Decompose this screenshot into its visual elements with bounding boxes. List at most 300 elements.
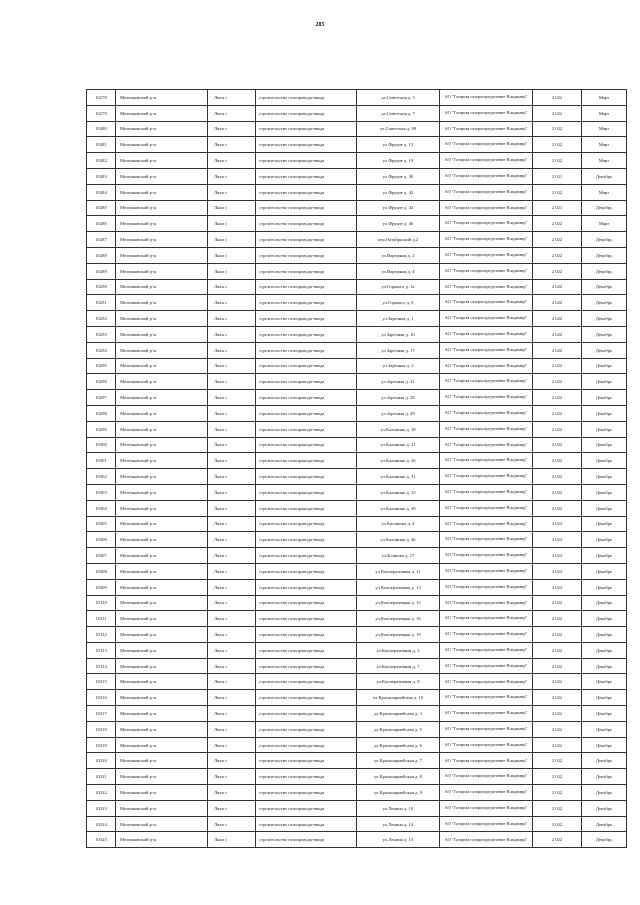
- row-number: 10296: [87, 374, 116, 390]
- table-row: [87, 658, 627, 674]
- address-cell: ул.Фрунзе д. 30: [357, 168, 440, 184]
- locality-cell: Ляхи с: [208, 421, 256, 437]
- district-cell: Меленковский р-н: [116, 295, 208, 311]
- locality-cell: Ляхи с: [208, 453, 256, 469]
- locality-cell: Ляхи с: [208, 642, 256, 658]
- district-cell: Меленковский р-н: [116, 200, 208, 216]
- locality-cell: Ляхи с: [208, 358, 256, 374]
- table-row: [87, 579, 627, 595]
- gas-connection-schedule-table: [86, 89, 627, 848]
- year-cell: 2 022: [533, 785, 582, 801]
- address-cell: ул.Красноармейская д. 8: [357, 769, 440, 785]
- table-row: [87, 453, 627, 469]
- address-cell: ул.Фрунзе д. 46: [357, 216, 440, 232]
- year-cell: 2 022: [533, 674, 582, 690]
- locality-cell: Ляхи с: [208, 690, 256, 706]
- row-number: 10307: [87, 548, 116, 564]
- work-type-cell: строительство газопровода-ввода: [256, 642, 357, 658]
- row-number: 10325: [87, 832, 116, 848]
- organization-cell: АО "Газпром газораспределение Владимир": [440, 279, 533, 295]
- district-cell: Меленковский р-н: [116, 706, 208, 722]
- month-cell: Декабрь: [582, 374, 627, 390]
- district-cell: Меленковский р-н: [116, 690, 208, 706]
- work-type-cell: строительство газопровода-ввода: [256, 216, 357, 232]
- month-cell: Декабрь: [582, 469, 627, 485]
- month-cell: Декабрь: [582, 627, 627, 643]
- organization-cell: АО "Газпром газораспределение Владимир": [440, 374, 533, 390]
- table-row: [87, 358, 627, 374]
- locality-cell: Ляхи с: [208, 548, 256, 564]
- address-cell: пер.Октябрьский д.2: [357, 232, 440, 248]
- table-row: [87, 800, 627, 816]
- work-type-cell: строительство газопровода-ввода: [256, 405, 357, 421]
- work-type-cell: строительство газопровода-ввода: [256, 469, 357, 485]
- locality-cell: Ляхи с: [208, 437, 256, 453]
- address-cell: ул.Фрунзе д. 13: [357, 137, 440, 153]
- table-row: [87, 548, 627, 564]
- organization-cell: АО "Газпром газораспределение Владимир": [440, 800, 533, 816]
- organization-cell: АО "Газпром газораспределение Владимир": [440, 579, 533, 595]
- organization-cell: АО "Газпром газораспределение Владимир": [440, 785, 533, 801]
- row-number: 10287: [87, 232, 116, 248]
- work-type-cell: строительство газопровода-ввода: [256, 721, 357, 737]
- locality-cell: Ляхи с: [208, 390, 256, 406]
- page-number: 285: [315, 22, 325, 28]
- work-type-cell: строительство газопровода-ввода: [256, 595, 357, 611]
- district-cell: Меленковский р-н: [116, 753, 208, 769]
- work-type-cell: строительство газопровода-ввода: [256, 342, 357, 358]
- row-number: 10294: [87, 342, 116, 358]
- month-cell: Декабрь: [582, 453, 627, 469]
- district-cell: Меленковский р-н: [116, 358, 208, 374]
- month-cell: Декабрь: [582, 295, 627, 311]
- month-cell: Декабрь: [582, 437, 627, 453]
- month-cell: Декабрь: [582, 532, 627, 548]
- row-number: 10298: [87, 405, 116, 421]
- district-cell: Меленковский р-н: [116, 500, 208, 516]
- table-row: [87, 769, 627, 785]
- work-type-cell: строительство газопровода-ввода: [256, 247, 357, 263]
- month-cell: Декабрь: [582, 642, 627, 658]
- table-row: [87, 595, 627, 611]
- month-cell: Декабрь: [582, 500, 627, 516]
- table-row: [87, 168, 627, 184]
- year-cell: 2 022: [533, 690, 582, 706]
- address-cell: ул.Клинова д. 17: [357, 548, 440, 564]
- district-cell: Меленковский р-н: [116, 326, 208, 342]
- year-cell: 2 022: [533, 548, 582, 564]
- work-type-cell: строительство газопровода-ввода: [256, 279, 357, 295]
- organization-cell: АО "Газпром газораспределение Владимир": [440, 295, 533, 311]
- year-cell: 2 022: [533, 453, 582, 469]
- month-cell: Декабрь: [582, 421, 627, 437]
- work-type-cell: строительство газопровода-ввода: [256, 153, 357, 169]
- locality-cell: Ляхи с: [208, 721, 256, 737]
- work-type-cell: строительство газопровода-ввода: [256, 184, 357, 200]
- district-cell: Меленковский р-н: [116, 421, 208, 437]
- address-cell: ул.Заречная д. 17: [357, 342, 440, 358]
- table-row: [87, 184, 627, 200]
- month-cell: Декабрь: [582, 579, 627, 595]
- organization-cell: АО "Газпром газораспределение Владимир": [440, 247, 533, 263]
- organization-cell: АО "Газпром газораспределение Владимир": [440, 500, 533, 516]
- district-cell: Меленковский р-н: [116, 484, 208, 500]
- work-type-cell: строительство газопровода-ввода: [256, 832, 357, 848]
- work-type-cell: строительство газопровода-ввода: [256, 611, 357, 627]
- table-row: [87, 405, 627, 421]
- month-cell: Декабрь: [582, 753, 627, 769]
- district-cell: Меленковский р-н: [116, 184, 208, 200]
- address-cell: ул.Кооперативная д. 16: [357, 611, 440, 627]
- month-cell: Декабрь: [582, 721, 627, 737]
- year-cell: 2 022: [533, 469, 582, 485]
- month-cell: Декабрь: [582, 405, 627, 421]
- work-type-cell: строительство газопровода-ввода: [256, 769, 357, 785]
- table-row: [87, 153, 627, 169]
- work-type-cell: строительство газопровода-ввода: [256, 500, 357, 516]
- year-cell: 2 022: [533, 390, 582, 406]
- year-cell: 2 022: [533, 706, 582, 722]
- locality-cell: Ляхи с: [208, 674, 256, 690]
- locality-cell: Ляхи с: [208, 658, 256, 674]
- year-cell: 2 022: [533, 816, 582, 832]
- year-cell: 2 021: [533, 168, 582, 184]
- organization-cell: АО "Газпром газораспределение Владимир": [440, 405, 533, 421]
- month-cell: Декабрь: [582, 326, 627, 342]
- locality-cell: Ляхи с: [208, 500, 256, 516]
- month-cell: Март: [582, 184, 627, 200]
- table-row: [87, 611, 627, 627]
- year-cell: 2 021: [533, 200, 582, 216]
- work-type-cell: строительство газопровода-ввода: [256, 263, 357, 279]
- work-type-cell: строительство газопровода-ввода: [256, 800, 357, 816]
- address-cell: ул.Заречная д. 21: [357, 374, 440, 390]
- address-cell: ул.Калинина д. 39: [357, 500, 440, 516]
- organization-cell: АО "Газпром газораспределение Владимир": [440, 90, 533, 106]
- district-cell: Меленковский р-н: [116, 611, 208, 627]
- row-number: 10320: [87, 753, 116, 769]
- month-cell: Декабрь: [582, 563, 627, 579]
- year-cell: 2 022: [533, 595, 582, 611]
- organization-cell: АО "Газпром газораспределение Владимир": [440, 153, 533, 169]
- month-cell: Декабрь: [582, 816, 627, 832]
- district-cell: Меленковский р-н: [116, 469, 208, 485]
- month-cell: Декабрь: [582, 800, 627, 816]
- address-cell: ул.Советская д. 7: [357, 105, 440, 121]
- row-number: 10280: [87, 121, 116, 137]
- locality-cell: Ляхи с: [208, 295, 256, 311]
- month-cell: Декабрь: [582, 263, 627, 279]
- district-cell: Меленковский р-н: [116, 769, 208, 785]
- year-cell: 2 022: [533, 342, 582, 358]
- work-type-cell: строительство газопровода-ввода: [256, 90, 357, 106]
- year-cell: 2 022: [533, 832, 582, 848]
- locality-cell: Ляхи с: [208, 563, 256, 579]
- work-type-cell: строительство газопровода-ввода: [256, 690, 357, 706]
- table-row: [87, 311, 627, 327]
- row-number: 10290: [87, 279, 116, 295]
- month-cell: Декабрь: [582, 358, 627, 374]
- organization-cell: АО "Газпром газораспределение Владимир": [440, 690, 533, 706]
- district-cell: Меленковский р-н: [116, 816, 208, 832]
- organization-cell: АО "Газпром газораспределение Владимир": [440, 200, 533, 216]
- year-cell: 2 022: [533, 532, 582, 548]
- row-number: 10312: [87, 627, 116, 643]
- table-row: [87, 390, 627, 406]
- work-type-cell: строительство газопровода-ввода: [256, 311, 357, 327]
- row-number: 10286: [87, 216, 116, 232]
- locality-cell: Ляхи с: [208, 90, 256, 106]
- organization-cell: АО "Газпром газораспределение Владимир": [440, 642, 533, 658]
- table-row: [87, 247, 627, 263]
- row-number: 10324: [87, 816, 116, 832]
- year-cell: 2 022: [533, 421, 582, 437]
- table-row: [87, 469, 627, 485]
- organization-cell: АО "Газпром газораспределение Владимир": [440, 263, 533, 279]
- locality-cell: Ляхи с: [208, 611, 256, 627]
- locality-cell: Ляхи с: [208, 579, 256, 595]
- month-cell: Декабрь: [582, 342, 627, 358]
- month-cell: Декабрь: [582, 548, 627, 564]
- year-cell: 2 022: [533, 184, 582, 200]
- table-row: [87, 500, 627, 516]
- organization-cell: АО "Газпром газораспределение Владимир": [440, 484, 533, 500]
- organization-cell: АО "Газпром газораспределение Владимир": [440, 469, 533, 485]
- row-number: 10319: [87, 737, 116, 753]
- work-type-cell: строительство газопровода-ввода: [256, 232, 357, 248]
- work-type-cell: строительство газопровода-ввода: [256, 516, 357, 532]
- row-number: 10299: [87, 421, 116, 437]
- district-cell: Меленковский р-н: [116, 658, 208, 674]
- district-cell: Меленковский р-н: [116, 247, 208, 263]
- address-cell: ул.Горького д. 6: [357, 295, 440, 311]
- year-cell: 2 022: [533, 721, 582, 737]
- year-cell: 2 022: [533, 326, 582, 342]
- table-row: [87, 137, 627, 153]
- month-cell: Декабрь: [582, 484, 627, 500]
- month-cell: Декабрь: [582, 832, 627, 848]
- row-number: 10321: [87, 769, 116, 785]
- year-cell: 2 022: [533, 579, 582, 595]
- organization-cell: АО "Газпром газораспределение Владимир": [440, 358, 533, 374]
- organization-cell: АО "Газпром газораспределение Владимир": [440, 326, 533, 342]
- district-cell: Меленковский р-н: [116, 674, 208, 690]
- year-cell: 2 022: [533, 374, 582, 390]
- district-cell: Меленковский р-н: [116, 137, 208, 153]
- organization-cell: АО "Газпром газораспределение Владимир": [440, 121, 533, 137]
- organization-cell: АО "Газпром газораспределение Владимир": [440, 216, 533, 232]
- organization-cell: АО "Газпром газораспределение Владимир": [440, 137, 533, 153]
- year-cell: 2 022: [533, 105, 582, 121]
- row-number: 10292: [87, 311, 116, 327]
- address-cell: ул.Калинина д. 18: [357, 421, 440, 437]
- locality-cell: Ляхи с: [208, 785, 256, 801]
- table-row: [87, 721, 627, 737]
- year-cell: 2 022: [533, 800, 582, 816]
- address-cell: ул.Кооперативная д. 15: [357, 595, 440, 611]
- address-cell: ул.Красноармейская д. 5: [357, 721, 440, 737]
- district-cell: Меленковский р-н: [116, 595, 208, 611]
- year-cell: 2 022: [533, 658, 582, 674]
- row-number: 10306: [87, 532, 116, 548]
- year-cell: 2 022: [533, 563, 582, 579]
- year-cell: 2 022: [533, 247, 582, 263]
- locality-cell: Ляхи с: [208, 311, 256, 327]
- row-number: 10293: [87, 326, 116, 342]
- locality-cell: Ляхи с: [208, 263, 256, 279]
- address-cell: ул.Горького д. 1а: [357, 279, 440, 295]
- year-cell: 2 022: [533, 121, 582, 137]
- table-row: [87, 295, 627, 311]
- address-cell: ул.Варежная д. 4: [357, 263, 440, 279]
- locality-cell: Ляхи с: [208, 121, 256, 137]
- locality-cell: Ляхи с: [208, 232, 256, 248]
- address-cell: ул.Заречная д. 1: [357, 311, 440, 327]
- row-number: 10322: [87, 785, 116, 801]
- month-cell: Декабрь: [582, 168, 627, 184]
- table-row: [87, 263, 627, 279]
- row-number: 10310: [87, 595, 116, 611]
- locality-cell: Ляхи с: [208, 737, 256, 753]
- district-cell: Меленковский р-н: [116, 90, 208, 106]
- month-cell: Декабрь: [582, 247, 627, 263]
- table-row: [87, 437, 627, 453]
- month-cell: Март: [582, 137, 627, 153]
- locality-cell: Ляхи с: [208, 532, 256, 548]
- year-cell: 2 022: [533, 611, 582, 627]
- work-type-cell: строительство газопровода-ввода: [256, 374, 357, 390]
- district-cell: Меленковский р-н: [116, 374, 208, 390]
- address-cell: ул.Калинина д. 4: [357, 516, 440, 532]
- row-number: 10304: [87, 500, 116, 516]
- district-cell: Меленковский р-н: [116, 216, 208, 232]
- locality-cell: Ляхи с: [208, 137, 256, 153]
- work-type-cell: строительство газопровода-ввода: [256, 121, 357, 137]
- work-type-cell: строительство газопровода-ввода: [256, 168, 357, 184]
- row-number: 10278: [87, 90, 116, 106]
- row-number: 10317: [87, 706, 116, 722]
- work-type-cell: строительство газопровода-ввода: [256, 200, 357, 216]
- address-cell: ул.Заречная д. 28: [357, 390, 440, 406]
- year-cell: 2 022: [533, 437, 582, 453]
- month-cell: Декабрь: [582, 516, 627, 532]
- month-cell: Март: [582, 90, 627, 106]
- table-row: [87, 279, 627, 295]
- row-number: 10315: [87, 674, 116, 690]
- work-type-cell: строительство газопровода-ввода: [256, 816, 357, 832]
- locality-cell: Ляхи с: [208, 168, 256, 184]
- month-cell: Декабрь: [582, 769, 627, 785]
- address-cell: ул.Кооперативная д. 2: [357, 642, 440, 658]
- organization-cell: АО "Газпром газораспределение Владимир": [440, 832, 533, 848]
- year-cell: 2 022: [533, 137, 582, 153]
- district-cell: Меленковский р-н: [116, 311, 208, 327]
- month-cell: Март: [582, 105, 627, 121]
- work-type-cell: строительство газопровода-ввода: [256, 421, 357, 437]
- organization-cell: АО "Газпром газораспределение Владимир": [440, 769, 533, 785]
- address-cell: ул.Калинина д. 33: [357, 484, 440, 500]
- district-cell: Меленковский р-н: [116, 785, 208, 801]
- locality-cell: Ляхи с: [208, 184, 256, 200]
- year-cell: 2 022: [533, 311, 582, 327]
- district-cell: Меленковский р-н: [116, 532, 208, 548]
- work-type-cell: строительство газопровода-ввода: [256, 453, 357, 469]
- district-cell: Меленковский р-н: [116, 168, 208, 184]
- address-cell: ул.Красноармейская д. 7: [357, 753, 440, 769]
- table-row: [87, 832, 627, 848]
- address-cell: ул.Заречная д. 10: [357, 326, 440, 342]
- month-cell: Декабрь: [582, 674, 627, 690]
- locality-cell: Ляхи с: [208, 706, 256, 722]
- organization-cell: АО "Газпром газораспределение Владимир": [440, 595, 533, 611]
- work-type-cell: строительство газопровода-ввода: [256, 674, 357, 690]
- locality-cell: Ляхи с: [208, 484, 256, 500]
- district-cell: Меленковский р-н: [116, 516, 208, 532]
- table-row: [87, 342, 627, 358]
- table-row: [87, 374, 627, 390]
- district-cell: Меленковский р-н: [116, 627, 208, 643]
- work-type-cell: строительство газопровода-ввода: [256, 105, 357, 121]
- year-cell: 2 022: [533, 405, 582, 421]
- row-number: 10285: [87, 200, 116, 216]
- work-type-cell: строительство газопровода-ввода: [256, 295, 357, 311]
- organization-cell: АО "Газпром газораспределение Владимир": [440, 105, 533, 121]
- district-cell: Меленковский р-н: [116, 800, 208, 816]
- organization-cell: АО "Газпром газораспределение Владимир": [440, 753, 533, 769]
- row-number: 10289: [87, 263, 116, 279]
- district-cell: Меленковский р-н: [116, 642, 208, 658]
- table-row: [87, 627, 627, 643]
- table-row: [87, 674, 627, 690]
- work-type-cell: строительство газопровода-ввода: [256, 358, 357, 374]
- district-cell: Меленковский р-н: [116, 153, 208, 169]
- month-cell: Декабрь: [582, 232, 627, 248]
- organization-cell: АО "Газпром газораспределение Владимир": [440, 706, 533, 722]
- district-cell: Меленковский р-н: [116, 437, 208, 453]
- table-row: [87, 90, 627, 106]
- table-row: [87, 232, 627, 248]
- table-row: [87, 563, 627, 579]
- row-number: 10313: [87, 642, 116, 658]
- locality-cell: Ляхи с: [208, 753, 256, 769]
- organization-cell: АО "Газпром газораспределение Владимир": [440, 232, 533, 248]
- table-row: [87, 216, 627, 232]
- address-cell: ул.Красноармейская д. 6: [357, 737, 440, 753]
- district-cell: Меленковский р-н: [116, 279, 208, 295]
- month-cell: Декабрь: [582, 785, 627, 801]
- year-cell: 2 022: [533, 90, 582, 106]
- organization-cell: АО "Газпром газораспределение Владимир": [440, 563, 533, 579]
- row-number: 10301: [87, 453, 116, 469]
- row-number: 10279: [87, 105, 116, 121]
- organization-cell: АО "Газпром газораспределение Владимир": [440, 611, 533, 627]
- row-number: 10302: [87, 469, 116, 485]
- row-number: 10314: [87, 658, 116, 674]
- month-cell: Декабрь: [582, 595, 627, 611]
- organization-cell: АО "Газпром газораспределение Владимир": [440, 342, 533, 358]
- month-cell: Декабрь: [582, 200, 627, 216]
- table-row: [87, 326, 627, 342]
- district-cell: Меленковский р-н: [116, 105, 208, 121]
- address-cell: ул.Кооперативная д. 13: [357, 579, 440, 595]
- year-cell: 2 022: [533, 737, 582, 753]
- address-cell: ул.Советская д. 5: [357, 90, 440, 106]
- table-row: [87, 690, 627, 706]
- table-row: [87, 105, 627, 121]
- row-number: 10282: [87, 153, 116, 169]
- address-cell: ул.Кооперативная д. 8: [357, 674, 440, 690]
- row-number: 10311: [87, 611, 116, 627]
